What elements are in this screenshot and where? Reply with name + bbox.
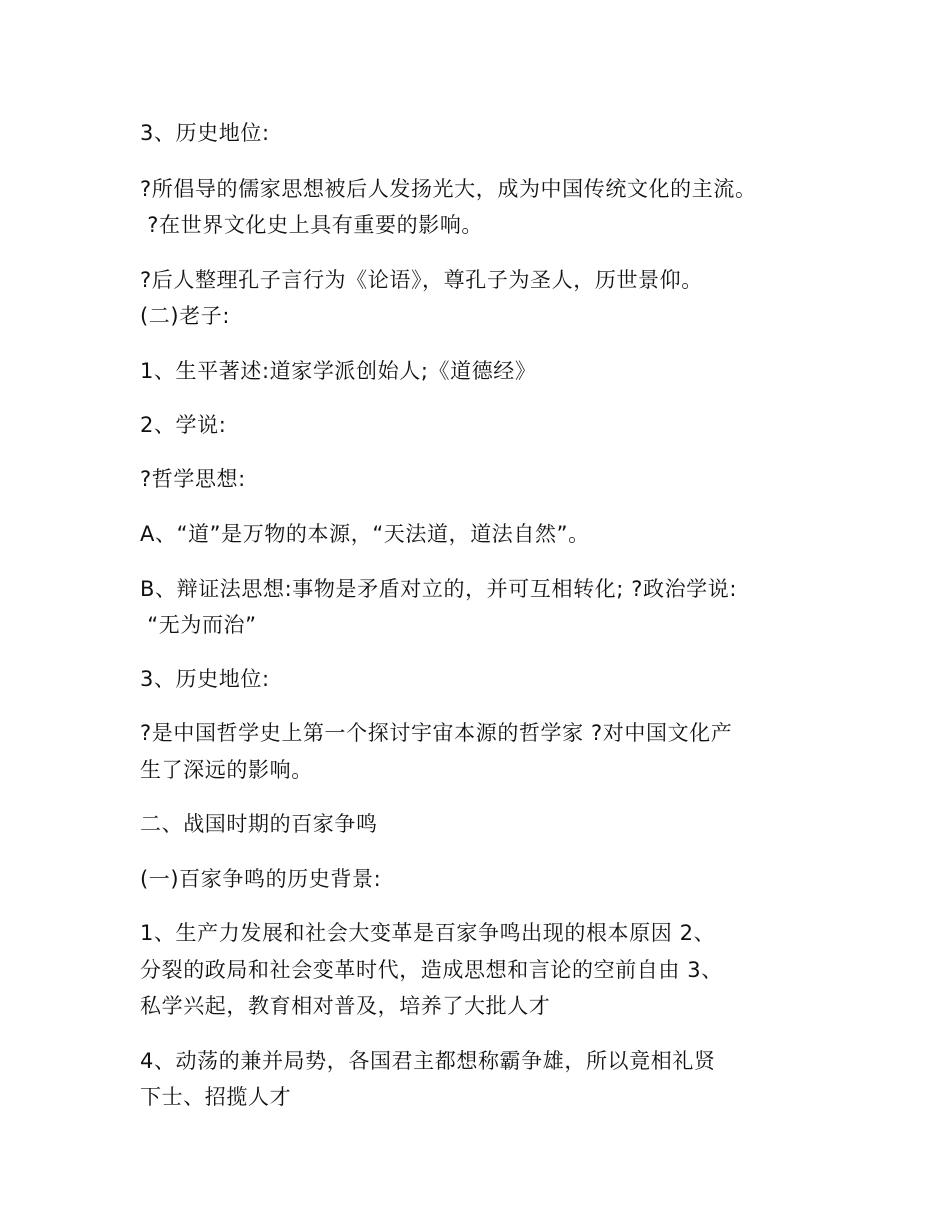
text-line: 3、历史地位: (140, 121, 270, 145)
text-line: 3、历史地位: (140, 667, 270, 691)
text-line: ?在世界文化史上具有重要的影响。 (140, 213, 484, 237)
text-line: (一)百家争鸣的历史背景: (140, 867, 382, 891)
text-line: 2、学说: (140, 413, 227, 437)
text-line: (二)老子: (140, 304, 231, 328)
text-line: B、辩证法思想:事物是矛盾对立的，并可互相转化; ?政治学说: (140, 577, 738, 601)
text-line: 分裂的政局和社会变革时代，造成思想和言论的空前自由 3、 (140, 958, 723, 982)
text-line: ?所倡导的儒家思想被后人发扬光大，成为中国传统文化的主流。 (140, 177, 757, 201)
text-line: 1、生平著述:道家学派创始人;《道德经》 (140, 359, 537, 383)
text-line: ?哲学思想: (140, 467, 246, 491)
text-line: 4、动荡的兼并局势，各国君主都想称霸争雄，所以竟相礼贤 (140, 1049, 716, 1073)
text-line: 下士、招揽人才 (140, 1085, 292, 1109)
text-line: 私学兴起，教育相对普及，培养了大批人才 (140, 994, 551, 1018)
text-line: 1、生产力发展和社会大变革是百家争鸣出现的根本原因 2、 (140, 921, 716, 945)
text-line: ?是中国哲学史上第一个探讨宇宙本源的哲学家 ?对中国文化产 (140, 721, 733, 745)
text-line: 二、战国时期的百家争鸣 (140, 812, 378, 836)
text-line: 生了深远的影响。 (140, 758, 313, 782)
text-line: “无为而治” (140, 613, 257, 637)
text-line: A、“道”是万物的本源，“天法道，道法自然”。 (140, 522, 590, 546)
text-line: ?后人整理孔子言行为《论语》，尊孔子为圣人，历世景仰。 (140, 268, 703, 292)
